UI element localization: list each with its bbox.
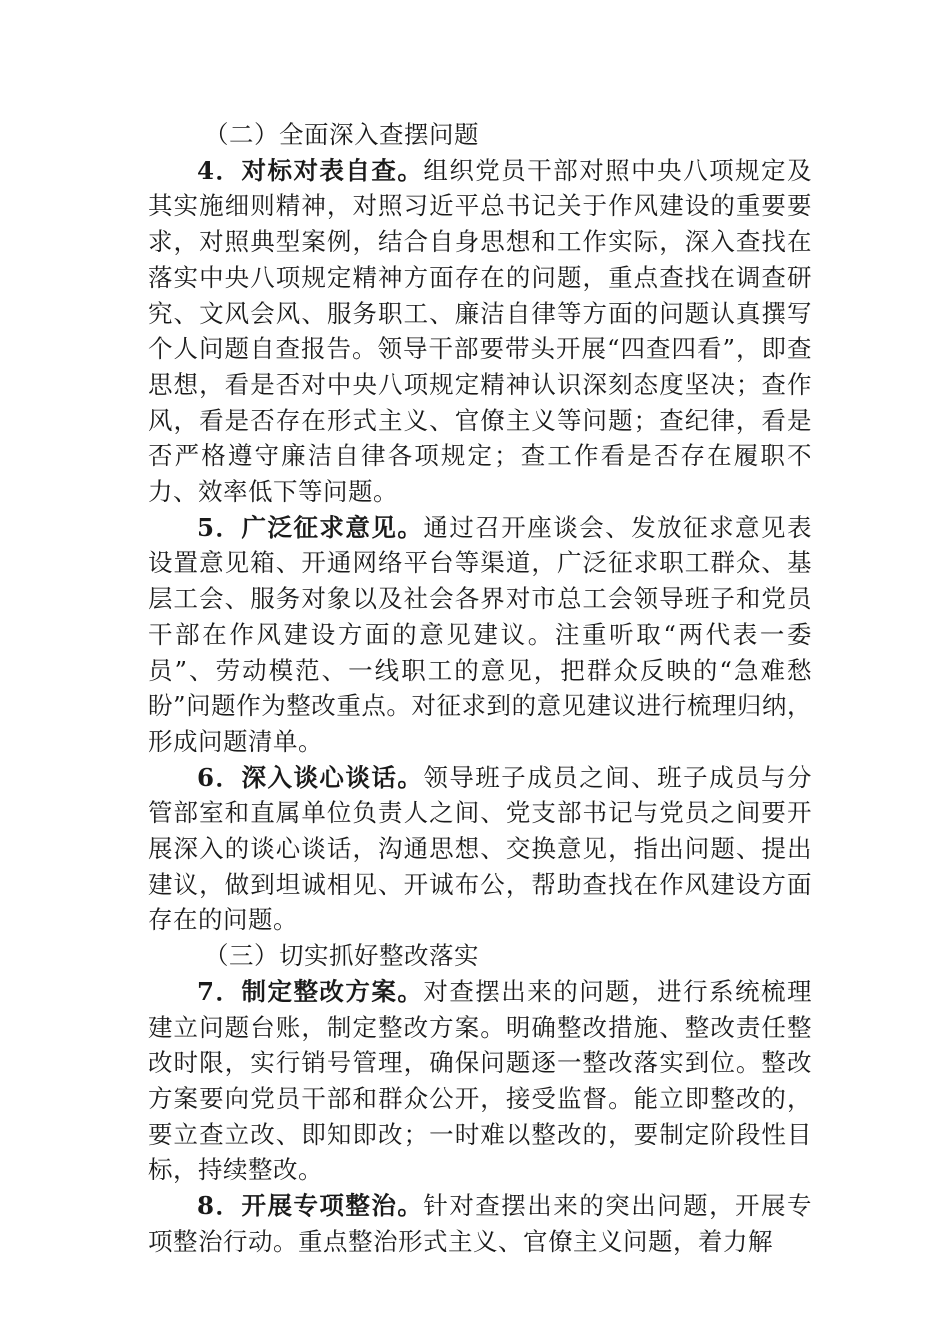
item-5-title: 5．广泛征求意见。 bbox=[197, 512, 424, 542]
paragraph-item-8 bbox=[148, 1188, 812, 1259]
item-8-body: 针对查摆出来的突出问题，开展专项整治行动。重点整治形式主义、官僚主义问题，着力解 bbox=[148, 1191, 813, 1256]
paragraph-item-7 bbox=[148, 974, 812, 1188]
item-4-body: 组织党员干部对照中央八项规定及其实施细则精神，对照习近平总书记关于作风建设的重要要求，对照典型案例，结合自身思想和工作实际，深入查找在落实中央八项规定精神方面存在的问题，重点查找在调查研究、文风会风、服务职工、廉洁自律等方面的问题认真撰写个人问题自查报告。领导干部要带头开展“四查四看”，即查思想，看是否对中央八项规定精神认识深刻态度坚决；查作风，看是否存在形式主义、官僚主义等问题；查纪律，看是否严格遵守廉洁自律各项规定；查工作看是否存在履职不力、效率低下等问题。 bbox=[148, 155, 813, 507]
item-8-title: 8．开展专项整治。 bbox=[197, 1191, 424, 1221]
item-5-body: 通过召开座谈会、发放征求意见表设置意见箱、开通网络平台等渠道，广泛征求职工群众、基层工会、服务对象以及社会各界对市总工会领导班子和党员干部在作风建设方面的意见建议。注重听取“两代表一委员”、劳动模范、一线职工的意见，把群众反映的“急难愁盼”问题作为整改重点。对征求到的意见建议进行梳理归纳，形成问题清单。 bbox=[148, 512, 813, 756]
section-heading-2: （二）全面深入查摆问题 bbox=[204, 120, 479, 149]
item-4-title: 4．对标对表自查。 bbox=[197, 155, 424, 185]
section-heading-3: （三）切实抓好整改落实 bbox=[204, 941, 479, 971]
item-7-title: 7．制定整改方案。 bbox=[197, 976, 424, 1006]
item-6-title: 6．深入谈心谈话。 bbox=[197, 762, 424, 792]
document-body bbox=[148, 117, 812, 1260]
paragraph-item-5 bbox=[148, 510, 812, 760]
item-7-body: 对查摆出来的问题，进行系统梳理建立问题台账，制定整改方案。明确整改措施、整改责任整改时限，实行销号管理，确保问题逐一整改落实到位。整改方案要向党员干部和群众公开，接受监督。能立即整改的，要立查立改、即知即改；一时难以整改的，要制定阶段性目标，持续整改。 bbox=[148, 976, 813, 1185]
paragraph-item-6 bbox=[148, 760, 812, 939]
paragraph-item-4 bbox=[148, 153, 812, 510]
item-6-body: 领导班子成员之间、班子成员与分管部室和直属单位负责人之间、党支部书记与党员之间要开展深入的谈心谈话，沟通思想、交换意见，指出问题、提出建议，做到坦诚相见、开诚布公，帮助查找在作风建设方面存在的问题。 bbox=[148, 762, 813, 935]
